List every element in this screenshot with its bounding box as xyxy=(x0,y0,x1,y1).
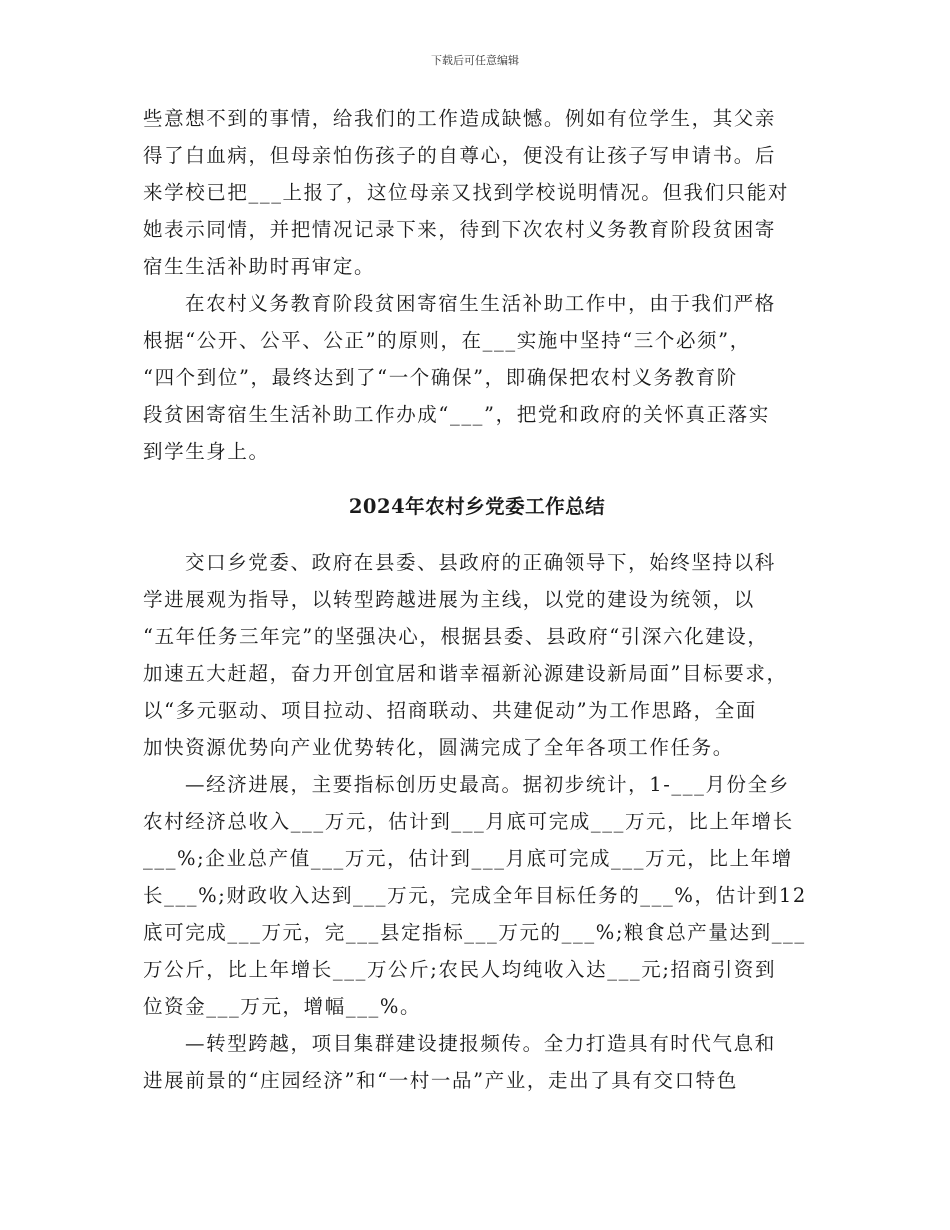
text-line: “四个到位”，最终达到了“一个确保”，即确保把农村义务教育阶 xyxy=(143,366,738,389)
text-line: 以“多元驱动、项目拉动、招商联动、共建促动”为工作思路，全面 xyxy=(143,699,757,722)
page-header: 下载后可任意编辑 xyxy=(431,54,519,67)
text-line: 位资金___万元，增幅___%。 xyxy=(143,995,422,1018)
text-line: —经济进展，主要指标创历史最高。据初步统计，1-___月份全乡 xyxy=(185,773,790,796)
text-line: 学进展观为指导，以转型跨越进展为主线，以党的建设为统领，以 xyxy=(143,588,755,611)
document-body xyxy=(143,100,811,1099)
text-line: 她表示同情，并把情况记录下来，待到下次农村义务教育阶段贫困寄 xyxy=(143,218,777,241)
text-line: 根据“公开、公平、公正”的原则，在___实施中坚持“三个必须”， xyxy=(143,329,751,352)
paragraph-4 xyxy=(143,766,811,1025)
text-line: 农村经济总收入___万元，估计到___月底可完成___万元，比上年增长 xyxy=(143,810,794,833)
text-line: 段贫困寄宿生生活补助工作办成“___”，把党和政府的关怀真正落实 xyxy=(143,403,770,426)
text-line: 来学校已把___上报了，这位母亲又找到学校说明情况。但我们只能对 xyxy=(143,181,789,204)
text-line: 加速五大赶超，奋力开创宜居和谐幸福新沁源建设新局面”目标要求， xyxy=(143,662,788,685)
paragraph-2 xyxy=(143,285,811,470)
paragraph-5 xyxy=(143,1025,811,1099)
text-line: 宿生生活补助时再审定。 xyxy=(143,255,376,278)
text-line: 些意想不到的事情，给我们的工作造成缺憾。例如有位学生，其父亲 xyxy=(143,107,777,130)
text-line: “五年任务三年完”的坚强决心，根据县委、县政府“引深六化建设， xyxy=(143,625,769,648)
text-line: ___%;企业总产值___万元，估计到___月底可完成___万元，比上年增 xyxy=(143,847,793,870)
text-line: —转型跨越，项目集群建设捷报频传。全力打造具有时代气息和 xyxy=(185,1032,776,1055)
text-line: 加快资源优势向产业优势转化，圆满完成了全年各项工作任务。 xyxy=(143,736,734,759)
text-line: 万公斤，比上年增长___万公斤;农民人均纯收入达___元;招商引资到 xyxy=(143,958,777,981)
text-line: 到学生身上。 xyxy=(143,440,270,463)
text-line: 底可完成___万元，完___县定指标___万元的___%;粮食总产量达到___ xyxy=(143,921,806,944)
paragraph-3 xyxy=(143,544,811,766)
text-line: 进展前景的“庄园经济”和“一村一品”产业，走出了具有交口特色 xyxy=(143,1069,738,1092)
text-line: 交口乡党委、政府在县委、县政府的正确领导下，始终坚持以科 xyxy=(185,551,776,574)
text-line: 在农村义务教育阶段贫困寄宿生生活补助工作中，由于我们严格 xyxy=(185,292,776,315)
text-line: 得了白血病，但母亲怕伤孩子的自尊心，便没有让孩子写申请书。后 xyxy=(143,144,777,167)
text-line: 长___%;财政收入达到___万元，完成全年目标任务的___%，估计到12 xyxy=(143,884,807,907)
paragraph-1 xyxy=(143,100,811,285)
section-title: 2024年农村乡党委工作总结 xyxy=(348,495,606,518)
